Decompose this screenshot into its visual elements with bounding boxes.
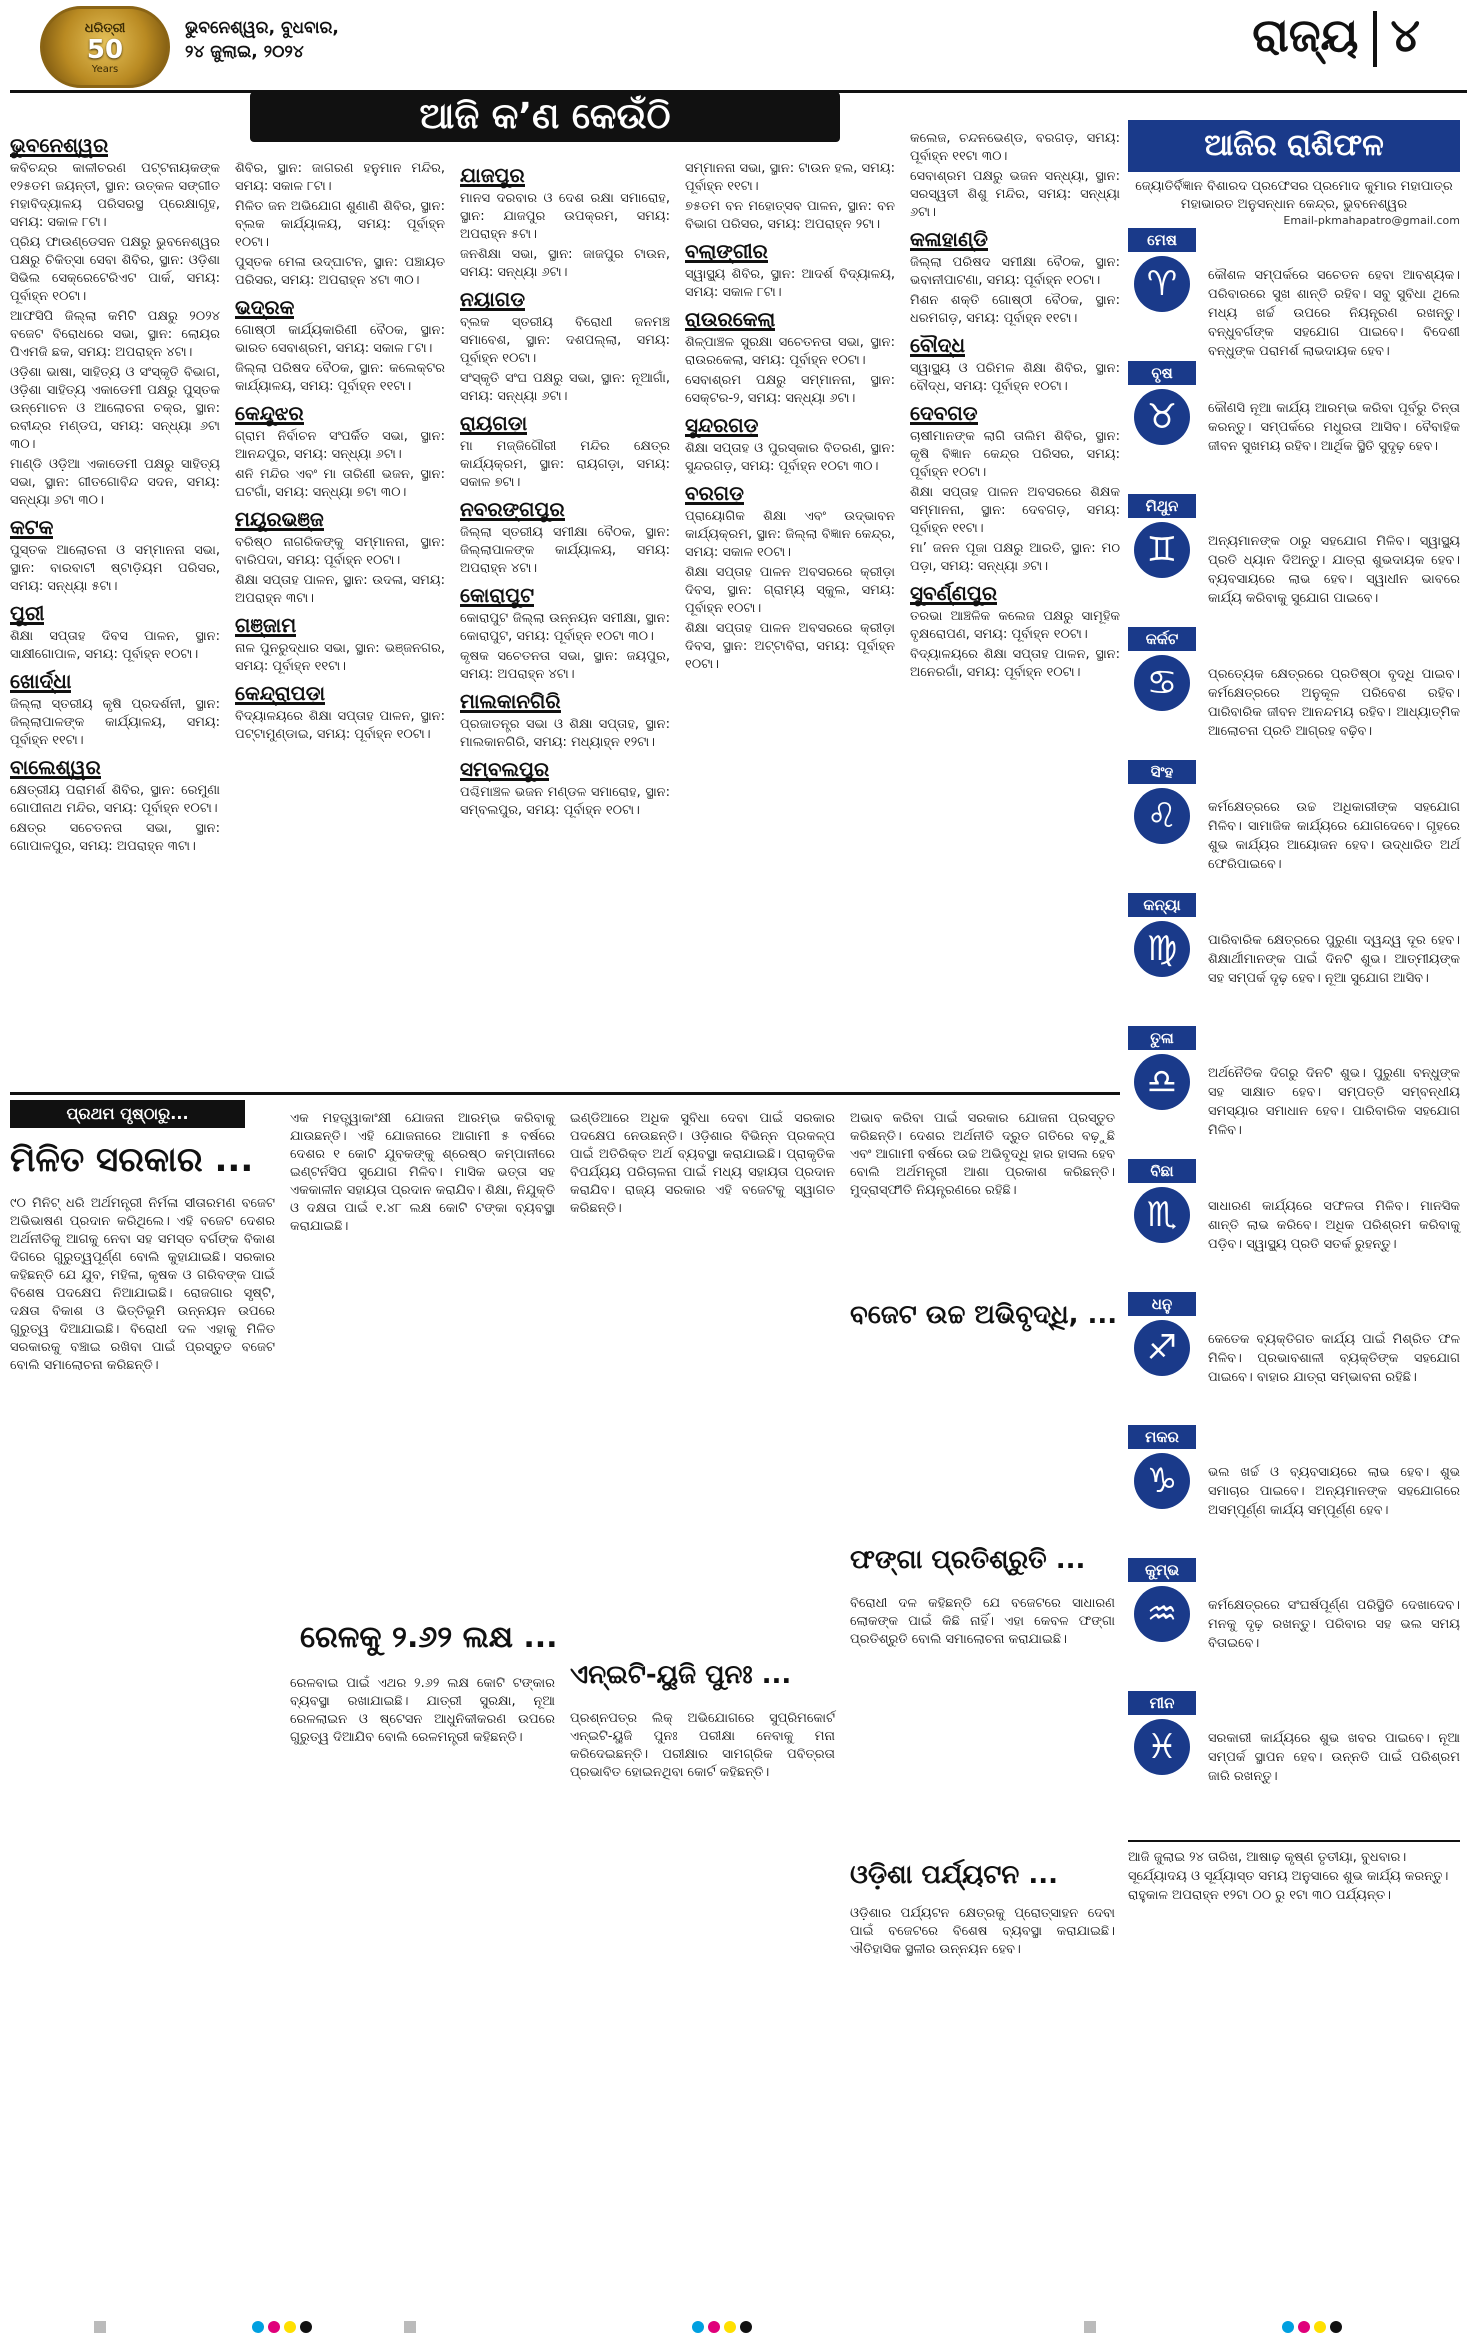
- section-name: ରାଜ୍ୟ: [1252, 8, 1359, 62]
- district-heading: କଟକ: [10, 515, 54, 539]
- logo-title: ଧରିତ୍ରୀ: [84, 21, 126, 36]
- event-item: ଗୋଷ୍ଠୀ କାର୍ଯ୍ୟକାରିଣୀ ବୈଠକ, ସ୍ଥାନ: ଭାରତ ସେବାଶ୍ରମ, ସମୟ: ସକାଳ ୮ଟା।: [235, 323, 445, 356]
- event-item: ତରଭା ଆଞ୍ଚଳିକ କଲେଜ ପକ୍ଷରୁ ସାମୂହିକ ବୃକ୍ଷରୋପଣ, ସମୟ: ପୂର୍ବାହ୍ନ ୧୦ଟା।: [910, 609, 1120, 642]
- section-divider: [1373, 11, 1377, 67]
- story-growth-intro: ଅଭାବ କରିବା ପାଇଁ ସରକାର ଯୋଜନା ପ୍ରସ୍ତୁତ କରିଛନ୍ତି। ଦେଶର ଅର୍ଥନୀତି ଦ୍ରୁତ ଗତିରେ ବଢ଼ୁଛି ଏବଂ ଆଗାମୀ ବର୍ଷରେ ଉଚ୍ଚ ଅଭିବୃଦ୍ଧି ହାର ହାସଲ ହେବ ବୋଲି ଅର୍ଥମନ୍ତ୍ରୀ ଆଶା ପ୍ରକାଶ କରିଛନ୍ତି। ମୁଦ୍ରାସ୍ଫୀତି ନିୟନ୍ତ୍ରଣରେ ରହିଛି।: [850, 1111, 1115, 1198]
- event-item: ସଂସ୍କୃତି ସଂଘ ପକ୍ଷରୁ ସଭା, ସ୍ଥାନ: ନୂଆଗାଁ, ସମୟ: ସନ୍ଧ୍ୟା ୬ଟା।: [460, 371, 670, 404]
- event-item: କ୍ଷେତ୍ର ସଚେତନତା ସଭା, ସ୍ଥାନ: ଗୋପାଳପୁର, ସମୟ: ଅପରାହ୍ନ ୩ଟା।: [10, 821, 220, 854]
- district-heading: ସୁନ୍ଦରଗଡ଼: [685, 413, 759, 437]
- district-heading: ଗଞ୍ଜାମ: [235, 613, 297, 637]
- event-item: ଗ୍ରାମ ନିର୍ବାଚନ ସଂପର୍କିତ ସଭା, ସ୍ଥାନ: ଆନନ୍ଦପୁର, ସମୟ: ସନ୍ଧ୍ୟା ୬ଟା।: [235, 429, 445, 462]
- district-heading: ରାୟଗଡ଼ା: [460, 411, 528, 435]
- zodiac-icon: ♈: [1134, 256, 1190, 312]
- district-heading: ପୁରୀ: [10, 601, 45, 625]
- event-item: ଶିକ୍ଷା ସପ୍ତାହ ପାଳନ ଅବସରରେ ଶିକ୍ଷକ ସମ୍ମାନନା, ସ୍ଥାନ: ଦେବଗଡ଼, ସମୟ: ପୂର୍ବାହ୍ନ ୧୧ଟା।: [910, 485, 1120, 536]
- event-item: ବରିଷ୍ଠ ନାଗରିକଙ୍କୁ ସମ୍ମାନନା, ସ୍ଥାନ: ବାରିପଦା, ସମୟ: ପୂର୍ବାହ୍ନ ୧୦ଟା।: [235, 535, 445, 568]
- district-heading: ସୁବର୍ଣ୍ଣପୁର: [910, 581, 998, 605]
- event-item: କୃଷକ ସଚେତନତା ସଭା, ସ୍ଥାନ: ଜୟପୁର, ସମୟ: ଅପରାହ୍ନ ୪ଟା।: [460, 649, 670, 682]
- event-item: ଜନଶିକ୍ଷା ସଭା, ସ୍ଥାନ: ଜାଜପୁର ଟାଉନ, ସମୟ: ସନ୍ଧ୍ୟା ୬ଟା।: [460, 247, 670, 280]
- headline-railway: ରେଳକୁ ୨.୬୨ ଲକ୍ଷ ...: [300, 1620, 558, 1655]
- horoscope-section: [1128, 120, 1460, 2080]
- event-item: ମିଳିତ ଜନ ଅଭିଯୋଗ ଶୁଣାଣି ଶିବିର, ସ୍ଥାନ: ବ୍ଲକ କାର୍ଯ୍ୟାଳୟ, ସମୟ: ପୂର୍ବାହ୍ନ ୧୦ଟା।: [235, 199, 445, 250]
- zodiac-icon: ♊: [1134, 522, 1190, 578]
- district-heading: ଖୋର୍ଦ୍ଧା: [10, 669, 72, 693]
- story-coalition: ୯୦ ମିନିଟ୍ ଧରି ଅର୍ଥମନ୍ତ୍ରୀ ନିର୍ମଳା ସୀତାରମଣ ବଜେଟ ଅଭିଭାଷଣ ପ୍ରଦାନ କରିଥିଲେ। ଏହି ବଜେଟ ଦେଶର ଅର୍ଥନୀତିକୁ ଆଗକୁ ନେବା ସହ ସମସ୍ତ ବର୍ଗଙ୍କ ବିକାଶ ଦିଗରେ ଗୁରୁତ୍ୱପୂର୍ଣ୍ଣ ବୋଲି କୁହାଯାଇଛି। ସରକାର କହିଛନ୍ତି ଯେ ଯୁବ, ମହିଳା, କୃଷକ ଓ ଗରିବଙ୍କ ପାଇଁ ବିଶେଷ ପଦକ୍ଷେପ ନିଆଯାଇଛି। ରୋଜଗାର ସୃଷ୍ଟି, ଦକ୍ଷତା ବିକାଶ ଓ ଭିତ୍ତିଭୂମି ଉନ୍ନୟନ ଉପରେ ଗୁରୁତ୍ୱ ଦିଆଯାଇଛି। ବିରୋଧୀ ଦଳ ଏହାକୁ ମିଳିତ ସରକାରକୁ ବଞ୍ଚାଇ ରଖିବା ପାଇଁ ପ୍ରସ୍ତୁତ ବଜେଟ ବୋଲି ସମାଲୋଚନା କରିଛନ୍ତି।: [10, 1196, 275, 1373]
- panchang: ଆଜି ଜୁଲାଇ ୨୪ ତାରିଖ, ଆଷାଢ଼ କୃଷ୍ଣ ତୃତୀୟା, ବୁଧବାର। ସୂର୍ଯ୍ୟୋଦୟ ଓ ସୂର୍ଯ୍ୟାସ୍ତ ସମୟ ଅନୁସାରେ ଶୁଭ କାର୍ଯ୍ୟ କରନ୍ତୁ। ରାହୁକାଳ ଅପରାହ୍ନ ୧୨ଟା ୦୦ ରୁ ୧ଟା ୩୦ ପର୍ଯ୍ୟନ୍ତ।: [1128, 1840, 1460, 1905]
- event-item: ପ୍ରଜାତନ୍ତ୍ର ସଭା ଓ ଶିକ୍ଷା ସପ୍ତାହ, ସ୍ଥାନ: ମାଲକାନଗିରି, ସମୟ: ମଧ୍ୟାହ୍ନ ୧୨ଟା।: [460, 717, 670, 750]
- district-heading: ମୟୂରଭଞ୍ଜ: [235, 507, 324, 531]
- event-item: ଶିକ୍ଷା ସପ୍ତାହ ପାଳନ ଅବସରରେ କ୍ରୀଡ଼ା ଦିବସ, ସ୍ଥାନ: ଅଟ୍ଟାବିରା, ସମୟ: ପୂର୍ବାହ୍ନ ୧୦ଟା।: [685, 621, 895, 672]
- district-heading: ବାଲେଶ୍ୱର: [10, 755, 101, 779]
- sign-name: ଧନୁ: [1128, 1292, 1196, 1316]
- zodiac-icon: ♓: [1134, 1719, 1190, 1775]
- zodiac-icon: ♍: [1134, 921, 1190, 977]
- event-item: ମା ମଜ୍ଜିଗୌରୀ ମନ୍ଦିର କ୍ଷେତ୍ର କାର୍ଯ୍ୟକ୍ରମ, ସ୍ଥାନ: ରାୟଗଡ଼ା, ସମୟ: ସକାଳ ୭ଟା।: [460, 439, 670, 490]
- district-heading: ଭୁବନେଶ୍ୱର: [10, 133, 109, 157]
- registration-mark-5: [1080, 2318, 1100, 2332]
- district-heading: ନୟାଗଡ଼: [460, 287, 526, 311]
- sign-prediction: କର୍ମକ୍ଷେତ୍ରରେ ସଂଘର୍ଷପୂର୍ଣ୍ଣ ପରିସ୍ଥିତି ଦେଖାଦେବ। ମନକୁ ଦୃଢ଼ ରଖନ୍ତୁ। ପରିବାର ସହ ଭଲ ସମୟ ବିତାଇବେ।: [1208, 1598, 1460, 1651]
- district-heading: ବୌଦ୍ଧ: [910, 333, 965, 357]
- sign-name: କନ୍ୟା: [1128, 893, 1196, 917]
- event-item: ଶିକ୍ଷା ସପ୍ତାହ ଦିବସ ପାଳନ, ସ୍ଥାନ: ସାକ୍ଷୀଗୋପାଳ, ସମୟ: ପୂର୍ବାହ୍ନ ୧୦ଟା।: [10, 629, 220, 662]
- district-heading: କୋରାପୁଟ: [460, 583, 535, 607]
- sign-prediction: କୌଶଳ ସମ୍ପର୍କରେ ସଚେତନ ହେବା ଆବଶ୍ୟକ। ପରିବାରରେ ସୁଖ ଶାନ୍ତି ରହିବ। ସବୁ ସୁବିଧା ଥିଲେ ମଧ୍ୟ ଖର୍ଚ୍ଚ ଉପରେ ନିୟନ୍ତ୍ରଣ ରଖନ୍ତୁ। ବନ୍ଧୁବର୍ଗଙ୍କ ସହଯୋଗ ପାଇବେ। ବିଦେଶୀ ବନ୍ଧୁଙ୍କ ପରାମର୍ଶ ଲାଭଦାୟକ ହେବ।: [1208, 268, 1460, 359]
- events-column-1: [10, 130, 220, 858]
- sign-name: ବିଛା: [1128, 1159, 1196, 1183]
- event-item: ସ୍ୱାସ୍ଥ୍ୟ ଶିବିର, ସ୍ଥାନ: ଆଦର୍ଶ ବିଦ୍ୟାଳୟ, ସମୟ: ସକାଳ ୮ଟା।: [685, 267, 895, 300]
- event-item: ନାଳ ପୁନରୁଦ୍ଧାର ସଭା, ସ୍ଥାନ: ଭଞ୍ଜନଗର, ସମୟ: ପୂର୍ବାହ୍ନ ୧୧ଟା।: [235, 641, 445, 674]
- events-column-2: [235, 160, 445, 746]
- registration-mark-4: [690, 2318, 754, 2332]
- event-item: ମା’ ଜନନ ପୂଜା ପକ୍ଷରୁ ଆରତି, ସ୍ଥାନ: ମଠ ପଡ଼ା, ସମୟ: ସନ୍ଧ୍ୟା ୬ଟା।: [910, 541, 1120, 574]
- event-item: ଶିଳ୍ପାଞ୍ଚଳ ସୁରକ୍ଷା ସଚେତନତା ସଭା, ସ୍ଥାନ: ରାଉରକେଲା, ସମୟ: ପୂର୍ବାହ୍ନ ୧୦ଟା।: [685, 335, 895, 368]
- event-item: ଶିକ୍ଷା ସପ୍ତାହ ପାଳନ, ସ୍ଥାନ: ଉଦଳା, ସମୟ: ଅପରାହ୍ନ ୩ଟା।: [235, 573, 445, 606]
- district-heading: କେନ୍ଦ୍ରାପଡ଼ା: [235, 681, 326, 705]
- event-item: କୋରାପୁଟ ଜିଲ୍ଲା ଉନ୍ନୟନ ସମୀକ୍ଷା, ସ୍ଥାନ: କୋରାପୁଟ, ସମୟ: ପୂର୍ବାହ୍ନ ୧୦ଟା ୩୦।: [460, 611, 670, 644]
- sign-name: କୁମ୍ଭ: [1128, 1558, 1196, 1582]
- district-heading: ଯାଜପୁର: [460, 163, 525, 187]
- headline-coalition: ମିଳିତ ସରକାର ...: [10, 1140, 254, 1180]
- registration-mark-1: [90, 2318, 110, 2332]
- sign-name: ବୃଷ: [1128, 361, 1196, 385]
- events-column-5: [910, 130, 1120, 684]
- event-item: ୭୫ତମ ବନ ମହୋତ୍ସବ ପାଳନ, ସ୍ଥାନ: ବନ ବିଭାଗ ପରିସର, ସମୟ: ଅପରାହ୍ନ ୨ଟା।: [685, 199, 895, 232]
- sign-prediction: ସରକାରୀ କାର୍ଯ୍ୟରେ ଶୁଭ ଖବର ପାଇବେ। ନୂଆ ସମ୍ପର୍କ ସ୍ଥାପନ ହେବ। ଉନ୍ନତି ପାଇଁ ପରିଶ୍ରମ ଜାରି ରଖନ୍ତୁ।: [1208, 1731, 1460, 1784]
- event-item: ବ୍ଲକ ସ୍ତରୀୟ ବିରୋଧୀ ଜନମଞ୍ଚ ସମାବେଶ, ସ୍ଥାନ: ଦଶପଲ୍ଲା, ସମୟ: ପୂର୍ବାହ୍ନ ୧୦ଟା।: [460, 315, 670, 366]
- sign-prediction: କେତେକ ବ୍ୟକ୍ତିଗତ କାର୍ଯ୍ୟ ପାଇଁ ମିଶ୍ରିତ ଫଳ ମିଳିବ। ପ୍ରଭାବଶାଳୀ ବ୍ୟକ୍ତିଙ୍କ ସହଯୋଗ ପାଇବେ। ବାହାର ଯାତ୍ରା ସମ୍ଭାବନା ରହିଛି।: [1208, 1332, 1460, 1385]
- event-item: ଶିବିର, ସ୍ଥାନ: ଜାଗରଣ ହନୁମାନ ମନ୍ଦିର, ସମୟ: ସକାଳ ୮ଟା।: [235, 161, 445, 194]
- zodiac-icon: ♏: [1134, 1187, 1190, 1243]
- district-heading: କେନ୍ଦୁଝର: [235, 401, 304, 425]
- story-odisha: ଇଣ୍ଡିଆରେ ଅଧିକ ସୁବିଧା ଦେବା ପାଇଁ ସରକାର ପଦକ୍ଷେପ ନେଉଛନ୍ତି। ଓଡ଼ିଶାର ବିଭିନ୍ନ ପ୍ରକଳ୍ପ ପାଇଁ ଅତିରିକ୍ତ ଅର୍ଥ ବ୍ୟବସ୍ଥା କରାଯାଇଛି। ପ୍ରାକୃତିକ ବିପର୍ଯ୍ୟୟ ପରିଚାଳନା ପାଇଁ ମଧ୍ୟ ସହାୟତା ପ୍ରଦାନ କରାଯିବ। ରାଜ୍ୟ ସରକାର ଏହି ବଜେଟକୁ ସ୍ୱାଗତ କରିଛନ୍ତି।: [570, 1111, 835, 1216]
- event-item: ସ୍ୱାସ୍ଥ୍ୟ ଓ ପରିମଳ ଶିକ୍ଷା ଶିବିର, ସ୍ଥାନ: ବୌଦ୍ଧ, ସମୟ: ପୂର୍ବାହ୍ନ ୧୦ଟା।: [910, 361, 1120, 394]
- event-item: ବିଦ୍ୟାଳୟରେ ଶିକ୍ଷା ସପ୍ତାହ ପାଳନ, ସ୍ଥାନ: ପଟ୍ଟାମୁଣ୍ଡାଇ, ସମୟ: ପୂର୍ବାହ୍ନ ୧୦ଟା।: [235, 709, 445, 742]
- district-heading: ନବରଙ୍ଗପୁର: [460, 497, 565, 521]
- page-number: ୪: [1390, 8, 1420, 62]
- registration-mark-6: [1280, 2318, 1344, 2332]
- events-column-3: [460, 160, 670, 822]
- district-heading: ରାଉରକେଲା: [685, 307, 776, 331]
- horoscope-affiliation: ମହାଭାରତ ଅନୁସନ୍ଧାନ କେନ୍ଦ୍ର, ଭୁବନେଶ୍ୱର: [1180, 197, 1408, 212]
- horoscope-byline: [1128, 178, 1460, 214]
- masthead: [40, 6, 1450, 92]
- event-item: କ୍ଷେତ୍ରୀୟ ପରାମର୍ଶ ଶିବିର, ସ୍ଥାନ: ରେମୁଣା ଗୋପୀନାଥ ମନ୍ଦିର, ସମୟ: ପୂର୍ବାହ୍ନ ୧୦ଟା।: [10, 783, 220, 816]
- sign-prediction: ସାଧାରଣ କାର୍ଯ୍ୟରେ ସଫଳତା ମିଳିବ। ମାନସିକ ଶାନ୍ତି ଲାଭ କରିବେ। ଅଧିକ ପରିଶ୍ରମ କରିବାକୁ ପଡ଼ିବ। ସ୍ୱାସ୍ଥ୍ୟ ପ୍ରତି ସତର୍କ ରୁହନ୍ତୁ।: [1208, 1199, 1460, 1252]
- dateline-date: ୨୪ ଜୁଲାଇ, ୨୦୨୪: [185, 42, 304, 62]
- zodiac-icon: ♑: [1134, 1453, 1190, 1509]
- sign-name: ମକର: [1128, 1425, 1196, 1449]
- event-item: ମିଶନ ଶକ୍ତି ଗୋଷ୍ଠୀ ବୈଠକ, ସ୍ଥାନ: ଧରମଗଡ଼, ସମୟ: ପୂର୍ବାହ୍ନ ୧୧ଟା।: [910, 293, 1120, 326]
- sign-name: ମୀନ: [1128, 1691, 1196, 1715]
- sign-name: ମେଷ: [1128, 228, 1196, 252]
- event-item: ଓଡ଼ିଶା ଭାଷା, ସାହିତ୍ୟ ଓ ସଂସ୍କୃତି ବିଭାଗ, ଓଡ଼ିଶା ସାହିତ୍ୟ ଏକାଡେମୀ ପକ୍ଷରୁ ପୁସ୍ତକ ଉନ୍ମୋଚନ ଓ ଆଲୋଚନା ଚକ୍ର, ସ୍ଥାନ: ରବୀନ୍ଦ୍ର ମଣ୍ଡପ, ସମୟ: ସନ୍ଧ୍ୟା ୬ଟା ୩୦।: [10, 365, 220, 452]
- event-item: ପୁସ୍ତକ ଆଲୋଚନା ଓ ସମ୍ମାନନା ସଭା, ସ୍ଥାନ: ବାରବାଟୀ ଷ୍ଟାଡ଼ିୟମ ପରିସର, ସମୟ: ସନ୍ଧ୍ୟା ୫ଟା।: [10, 543, 220, 594]
- sign-name: ତୁଳା: [1128, 1026, 1196, 1050]
- district-heading: ସମ୍ବଲପୁର: [460, 757, 550, 781]
- sign-name: କର୍କଟ: [1128, 627, 1196, 651]
- district-heading: ଦେବଗଡ଼: [910, 401, 978, 425]
- district-heading: ଭଦ୍ରକ: [235, 295, 295, 319]
- event-item: ପୁସ୍ତକ ମେଳା ଉଦ୍‌ଘାଟନ, ସ୍ଥାନ: ପଞ୍ଚାୟତ ପରିସର, ସମୟ: ଅପରାହ୍ନ ୪ଟା ୩୦।: [235, 255, 445, 288]
- district-heading: ବଲାଙ୍ଗୀର: [685, 239, 768, 263]
- anniversary-logo: [40, 6, 170, 88]
- news-section: [10, 1100, 1120, 2160]
- zodiac-icon: ♋: [1134, 655, 1190, 711]
- sign-prediction: କୌଣସି ନୂଆ କାର୍ଯ୍ୟ ଆରମ୍ଭ କରିବା ପୂର୍ବରୁ ଚିନ୍ତା କରନ୍ତୁ। ସମ୍ପର୍କରେ ମଧୁରତା ଆସିବ। ବୈବାହିକ ଜୀବନ ସୁଖମୟ ରହିବ। ଆର୍ଥିକ ସ୍ଥିତି ସୁଦୃଢ଼ ହେବ।: [1208, 401, 1460, 454]
- event-item: ବିଦ୍ୟାଳୟରେ ଶିକ୍ଷା ସପ୍ତାହ ପାଳନ, ସ୍ଥାନ: ଅନେରଗାଁ, ସମୟ: ପୂର୍ବାହ୍ନ ୧୦ଟା।: [910, 647, 1120, 680]
- zodiac-icon: ♐: [1134, 1320, 1190, 1376]
- district-heading: କଳାହାଣ୍ଡି: [910, 227, 988, 251]
- headline-neet: ଏନ୍‌ଇଟି-ୟୁଜି ପୁନଃ ...: [570, 1660, 792, 1690]
- event-item: ଶନି ମନ୍ଦିର ଏବଂ ମା ତାରିଣୀ ଭଜନ, ସ୍ଥାନ: ଘଟଗାଁ, ସମୟ: ସନ୍ଧ୍ୟା ୭ଟା ୩୦।: [235, 467, 445, 500]
- events-section: [10, 120, 1120, 1088]
- event-item: ଶିକ୍ଷା ସପ୍ତାହ ପାଳନ ଅବସରରେ କ୍ରୀଡ଼ା ଦିବସ, ସ୍ଥାନ: ଗ୍ରାମ୍ୟ ସ୍କୁଲ, ସମୟ: ପୂର୍ବାହ୍ନ ୧୦ଟା।: [685, 565, 895, 616]
- event-item: କବିଚନ୍ଦ୍ର କାଳୀଚରଣ ପଟ୍ଟନାୟକଙ୍କ ୧୨୫ତମ ଜୟନ୍ତୀ, ସ୍ଥାନ: ଉତ୍କଳ ସଙ୍ଗୀତ ମହାବିଦ୍ୟାଳୟ ପରିସରସ୍ଥ ପ୍ରେକ୍ଷାଗୃହ, ସମୟ: ସକାଳ ୮ଟା।: [10, 161, 220, 230]
- sign-name: ସିଂହ: [1128, 760, 1196, 784]
- headline-growth: ବଜେଟ ଉଚ୍ଚ ଅଭିବୃଦ୍ଧି, ...: [850, 1300, 1118, 1330]
- event-item: ଶିକ୍ଷା ସପ୍ତାହ ଓ ପୁରସ୍କାର ବିତରଣ, ସ୍ଥାନ: ସୁନ୍ଦରଗଡ଼, ସମୟ: ପୂର୍ବାହ୍ନ ୧୦ଟା ୩୦।: [685, 441, 895, 474]
- registration-mark-3: [400, 2318, 420, 2332]
- events-column-4: [685, 160, 895, 676]
- event-item: ପ୍ରିୟ ଫାଉଣ୍ଡେସନ ପକ୍ଷରୁ ଭୁବନେଶ୍ୱର ପକ୍ଷରୁ ଚିକିତ୍ସା ସେବା ଶିବିର, ସ୍ଥାନ: ଓଡ଼ିଶା ସିଭିଲ ସେକ୍ରେଟେରିଏଟ ପାର୍କ, ସମୟ: ପୂର୍ବାହ୍ନ ୧୦ଟା।: [10, 235, 220, 304]
- sign-name: ମିଥୁନ: [1128, 494, 1196, 518]
- dateline-place-day: ଭୁବନେଶ୍ୱର, ବୁଧବାର,: [185, 18, 339, 38]
- zodiac-icon: ♎: [1134, 1054, 1190, 1110]
- zodiac-icon: ♌: [1134, 788, 1190, 844]
- event-item: ଜିଲ୍ଲା ପରିଷଦ ସମୀକ୍ଷା ବୈଠକ, ସ୍ଥାନ: ଭବାନୀପାଟଣା, ସମୟ: ପୂର୍ବାହ୍ନ ୧୦ଟା।: [910, 255, 1120, 288]
- event-item: ପଶ୍ଚିମାଞ୍ଚଳ ଭଜନ ମଣ୍ଡଳ ସମାରୋହ, ସ୍ଥାନ: ସମ୍ବଲପୁର, ସମୟ: ପୂର୍ବାହ୍ନ ୧୦ଟା।: [460, 785, 670, 818]
- lower-rule: [10, 1092, 1120, 1095]
- sign-prediction: ପ୍ରତ୍ୟେକ କ୍ଷେତ୍ରରେ ପ୍ରତିଷ୍ଠା ବୃଦ୍ଧି ପାଇବ। କର୍ମକ୍ଷେତ୍ରରେ ଅନୁକୂଳ ପରିବେଶ ରହିବ। ପାରିବାରିକ ଜୀବନ ଆନନ୍ଦମୟ ରହିବ। ଆଧ୍ୟାତ୍ମିକ ଆଲୋଚନା ପ୍ରତି ଆଗ୍ରହ ବଢ଼ିବ।: [1208, 667, 1460, 739]
- logo-years: Years: [91, 64, 119, 75]
- headline-tourism: ଓଡ଼ିଶା ପର୍ଯ୍ୟଟନ ...: [850, 1860, 1059, 1890]
- event-item: ଚାଷୀମାନଙ୍କ ଲାଗି ତାଲିମ ଶିବିର, ସ୍ଥାନ: କୃଷି ବିଜ୍ଞାନ କେନ୍ଦ୍ର ପରିସର, ସମୟ: ପୂର୍ବାହ୍ନ ୧୦ଟା।: [910, 429, 1120, 480]
- sign-prediction: ଅନ୍ୟମାନଙ୍କ ଠାରୁ ସହଯୋଗ ମିଳିବ। ସ୍ୱାସ୍ଥ୍ୟ ପ୍ରତି ଧ୍ୟାନ ଦିଅନ୍ତୁ। ଯାତ୍ରା ଶୁଭଦାୟକ ହେବ। ବ୍ୟବସାୟରେ ଲାଭ ହେବ। ସ୍ୱାଧୀନ ଭାବରେ କାର୍ଯ୍ୟ କରିବାକୁ ସୁଯୋଗ ପାଇବେ।: [1208, 534, 1460, 606]
- event-item: ସମ୍ମାନନା ସଭା, ସ୍ଥାନ: ଟାଉନ ହଲ, ସମୟ: ପୂର୍ବାହ୍ନ ୧୧ଟା।: [685, 161, 895, 194]
- sign-prediction: ଭଲ ଖର୍ଚ୍ଚ ଓ ବ୍ୟବସାୟରେ ଲାଭ ହେବ। ଶୁଭ ସମାଚାର ପାଇବେ। ଅନ୍ୟମାନଙ୍କ ସହଯୋଗରେ ଅସମ୍ପୂର୍ଣ୍ଣ କାର୍ଯ୍ୟ ସମ୍ପୂର୍ଣ୍ଣ ହେବ।: [1208, 1465, 1460, 1518]
- district-heading: ମାଲକାନଗିରି: [460, 689, 561, 713]
- registration-mark-2: [250, 2318, 314, 2332]
- dateline: [185, 16, 339, 64]
- horoscope-author: ଜ୍ୟୋତିର୍ବିଜ୍ଞାନ ବିଶାରଦ ପ୍ରଫେସର ପ୍ରମୋଦ କୁମାର ମହାପାତ୍ର: [1135, 179, 1453, 194]
- event-item: ଆଫସିପି ଜିଲ୍ଲା କମିଟି ପକ୍ଷରୁ ୨୦୨୪ ବଜେଟ ବିରୋଧରେ ସଭା, ସ୍ଥାନ: ଲୋୟର ପିଏମଜି ଛକ, ସମୟ: ଅପରାହ୍ନ ୪ଟା।: [10, 309, 220, 360]
- event-item: ପ୍ରାୟୋଗିକ ଶିକ୍ଷା ଏବଂ ଉଦ୍ଭାବନ କାର୍ଯ୍ୟକ୍ରମ, ସ୍ଥାନ: ଜିଲ୍ଲା ବିଜ୍ଞାନ କେନ୍ଦ୍ର, ସମୟ: ସକାଳ ୧୦ଟା।: [685, 509, 895, 560]
- event-item: ମାନସ ଦରବାର ଓ ଦେଶ ରକ୍ଷା ସମାରୋହ, ସ୍ଥାନ: ଯାଜପୁର ଉପକ୍ରମ, ସମୟ: ଅପରାହ୍ନ ୫ଟା।: [460, 191, 670, 242]
- event-item: ମାଣ୍ଡି ଓଡ଼ିଆ ଏକାଡେମୀ ପକ୍ଷରୁ ସାହିତ୍ୟ ସଭା, ସ୍ଥାନ: ଗୀତଗୋବିନ୍ଦ ସଦନ, ସମୟ: ସନ୍ଧ୍ୟା ୬ଟା ୩୦।: [10, 457, 220, 508]
- event-item: ଜିଲ୍ଲା ସ୍ତରୀୟ ସମୀକ୍ଷା ବୈଠକ, ସ୍ଥାନ: ଜିଲ୍ଲାପାଳଙ୍କ କାର୍ଯ୍ୟାଳୟ, ସମୟ: ଅପରାହ୍ନ ୪ଟା।: [460, 525, 670, 576]
- events-banner: ଆଜି କ’ଣ କେଉଁଠି: [250, 92, 840, 142]
- event-item: ସେବାଶ୍ରମ ପକ୍ଷରୁ ଭଜନ ସନ୍ଧ୍ୟା, ସ୍ଥାନ: ସରସ୍ୱତୀ ଶିଶୁ ମନ୍ଦିର, ସମୟ: ସନ୍ଧ୍ୟା ୬ଟା।: [910, 169, 1120, 220]
- section-header: [1252, 8, 1420, 67]
- story-neet: ପ୍ରଶ୍ନପତ୍ର ଲିକ୍ ଅଭିଯୋଗରେ ସୁପ୍ରିମକୋର୍ଟ ଏନ୍‌ଇଟି-ୟୁଜି ପୁନଃ ପରୀକ୍ଷା ନେବାକୁ ମନା କରିଦେଇଛନ୍ତି। ପରୀକ୍ଷାର ସାମଗ୍ରିକ ପବିତ୍ରତା ପ୍ରଭାବିତ ହୋଇନଥିବା କୋର୍ଟ କହିଛନ୍ତି।: [570, 1711, 835, 1780]
- sign-prediction: କର୍ମକ୍ଷେତ୍ରରେ ଉଚ୍ଚ ଅଧିକାରୀଙ୍କ ସହଯୋଗ ମିଳିବ। ସାମାଜିକ କାର୍ଯ୍ୟରେ ଯୋଗଦେବେ। ଗୃହରେ ଶୁଭ କାର୍ଯ୍ୟର ଆୟୋଜନ ହେବ। ଉଦ୍ଧାରିତ ଅର୍ଥ ଫେରିପାଇବେ।: [1208, 800, 1460, 872]
- sign-prediction: ଅର୍ଥନୈତିକ ଦିଗରୁ ଦିନଟି ଶୁଭ। ପୁରୁଣା ବନ୍ଧୁଙ୍କ ସହ ସାକ୍ଷାତ ହେବ। ସମ୍ପତ୍ତି ସମ୍ବନ୍ଧୀୟ ସମସ୍ୟାର ସମାଧାନ ହେବ। ପାରିବାରିକ ସହଯୋଗ ମିଳିବ।: [1208, 1066, 1460, 1138]
- story-empty-promise: ବିରୋଧୀ ଦଳ କହିଛନ୍ତି ଯେ ବଜେଟରେ ସାଧାରଣ ଲୋକଙ୍କ ପାଇଁ କିଛି ନାହିଁ। ଏହା କେବଳ ଫଙ୍ଗା ପ୍ରତିଶ୍ରୁତି ବୋଲି ସମାଲୋଚନା କରାଯାଇଛି।: [850, 1596, 1115, 1647]
- story-tourism: ଓଡ଼ିଶାର ପର୍ଯ୍ୟଟନ କ୍ଷେତ୍ରକୁ ପ୍ରୋତ୍ସାହନ ଦେବା ପାଇଁ ବଜେଟରେ ବିଶେଷ ବ୍ୟବସ୍ଥା କରାଯାଇଛି। ଐତିହାସିକ ସ୍ଥଳୀର ଉନ୍ନୟନ ହେବ।: [850, 1906, 1115, 1957]
- event-item: କଲେଜ, ଚନ୍ଦନଭେଣ୍ଡ, ବରଗଡ଼, ସମୟ: ପୂର୍ବାହ୍ନ ୧୧ଟା ୩୦।: [910, 131, 1120, 164]
- district-heading: ବରଗଡ଼: [685, 481, 744, 505]
- horoscope-banner: ଆଜିର ରାଶିଫଳ: [1128, 120, 1460, 172]
- story-railway: ରେଳବାଇ ପାଇଁ ଏଥର ୨.୬୨ ଲକ୍ଷ କୋଟି ଟଙ୍କାର ବ୍ୟବସ୍ଥା ରଖାଯାଇଛି। ଯାତ୍ରୀ ସୁରକ୍ଷା, ନୂଆ ରେଳଲାଇନ ଓ ଷ୍ଟେସନ ଆଧୁନିକୀକରଣ ଉପରେ ଗୁରୁତ୍ୱ ଦିଆଯିବ ବୋଲି ରେଳମନ୍ତ୍ରୀ କହିଛନ୍ତି।: [290, 1676, 555, 1745]
- horoscope-email: Email-pkmahapatro@gmail.com: [1283, 214, 1460, 227]
- sign-prediction: ପାରିବାରିକ କ୍ଷେତ୍ରରେ ପୁରୁଣା ଦ୍ୱନ୍ଦ୍ୱ ଦୂର ହେବ। ଶିକ୍ଷାର୍ଥୀମାନଙ୍କ ପାଇଁ ଦିନଟି ଶୁଭ। ଆତ୍ମୀୟଙ୍କ ସହ ସମ୍ପର୍କ ଦୃଢ଼ ହେବ। ନୂଆ ସୁଯୋଗ ଆସିବ।: [1208, 933, 1460, 986]
- headline-empty-promise: ଫଙ୍ଗା ପ୍ରତିଶ୍ରୁତି ...: [850, 1545, 1086, 1575]
- front-page-link: ପ୍ରଥମ ପୃଷ୍ଠାରୁ...: [10, 1100, 245, 1128]
- event-item: ସେବାଶ୍ରମ ପକ୍ଷରୁ ସମ୍ମାନନା, ସ୍ଥାନ: ସେକ୍ଟର-୨, ସମୟ: ସନ୍ଧ୍ୟା ୬ଟା।: [685, 373, 895, 406]
- story-internship: ଏକ ମହତ୍ତ୍ୱାକାଂକ୍ଷୀ ଯୋଜନା ଆରମ୍ଭ କରିବାକୁ ଯାଉଛନ୍ତି। ଏହି ଯୋଜନାରେ ଆଗାମୀ ୫ ବର୍ଷରେ ଦେଶର ୧ କୋଟି ଯୁବକଙ୍କୁ ଶ୍ରେଷ୍ଠ କମ୍ପାନୀରେ ଇଣ୍ଟର୍ନସିପ ସୁଯୋଗ ମିଳିବ। ମାସିକ ଭତ୍ତା ସହ ଏକକାଳୀନ ସହାୟତା ପ୍ରଦାନ କରାଯିବ। ଶିକ୍ଷା, ନିଯୁକ୍ତି ଓ ଦକ୍ଷତା ପାଇଁ ୧.୪୮ ଲକ୍ଷ କୋଟି ଟଙ୍କା ବ୍ୟବସ୍ଥା କରାଯାଇଛି।: [290, 1111, 555, 1234]
- logo-number: 50: [86, 35, 124, 65]
- event-item: ଜିଲ୍ଲା ପରିଷଦ ବୈଠକ, ସ୍ଥାନ: କଲେକ୍ଟର କାର୍ଯ୍ୟାଳୟ, ସମୟ: ପୂର୍ବାହ୍ନ ୧୧ଟା।: [235, 361, 445, 394]
- zodiac-icon: ♒: [1134, 1586, 1190, 1642]
- event-item: ଜିଲ୍ଲା ସ୍ତରୀୟ କୃଷି ପ୍ରଦର୍ଶନୀ, ସ୍ଥାନ: ଜିଲ୍ଲାପାଳଙ୍କ କାର୍ଯ୍ୟାଳୟ, ସମୟ: ପୂର୍ବାହ୍ନ ୧୧ଟା।: [10, 697, 220, 748]
- zodiac-icon: ♉: [1134, 389, 1190, 445]
